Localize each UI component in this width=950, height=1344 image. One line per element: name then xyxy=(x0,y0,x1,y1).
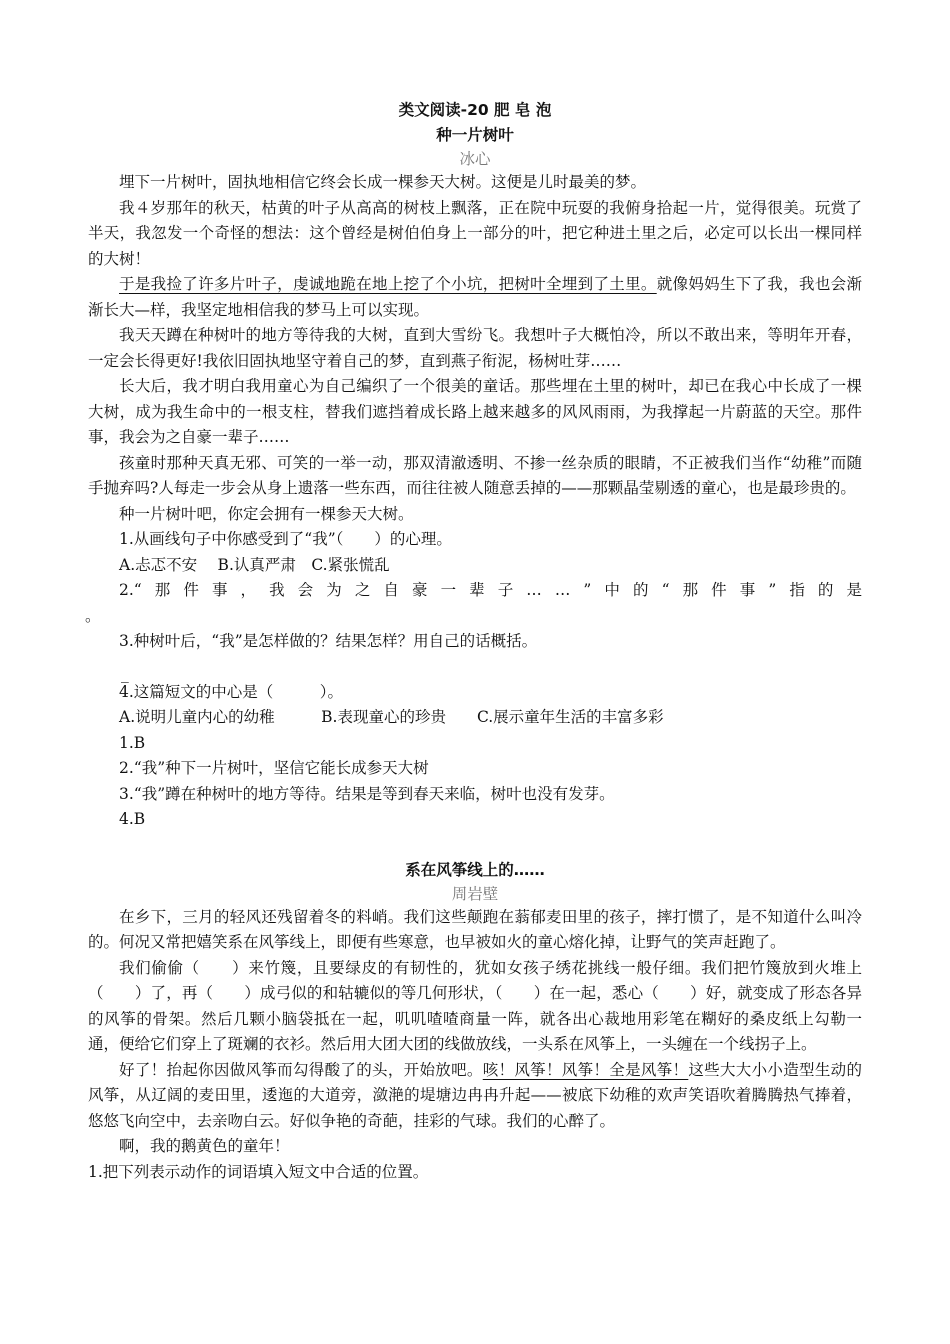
s2-paragraph-1: 在乡下，三月的轻风还残留着冬的料峭。我们这些颠跑在蓊郁麦田里的孩子，摔打惯了，是不知道什么叫冷的。何况又常把嬉笑系在风筝线上，即便有些寒意，也早被如火的童心熔化掉，让野气的笑声赶跑了。 xyxy=(88,907,862,951)
q2-char: ” xyxy=(583,581,592,599)
lesson-heading: 类文阅读-20 肥 皂 泡 xyxy=(398,101,552,119)
q2-char: 中 xyxy=(604,581,620,599)
s2-underlined-sentence: 咳！风筝！风筝！全是风筝！ xyxy=(482,1060,689,1079)
paragraph-6: 孩童时那种天真无邪、可笑的一举一动，那双清澈透明、不掺一丝杂质的眼睛，不正被我们当作“幼稚”而随手抛弃吗?人每走一步会从身上遗落一些东西，而往往被人随意丢掉的——那颗晶莹剔透的童心，也是最珍贵的。 xyxy=(88,453,862,497)
blank-mark: _ xyxy=(121,664,129,683)
q2-char: 的 xyxy=(633,581,649,599)
question-2-tail: 。 xyxy=(85,606,101,625)
answer-3: 3.“我”蹲在种树叶的地方等待。结果是等到春天来临，树叶也没有发芽。 xyxy=(119,784,615,803)
answer-1: 1.B xyxy=(119,733,146,752)
paragraph-3-rest: 就像妈妈生下了我，我也会渐渐长大—样，我坚定地相信我的梦马上可以实现。 xyxy=(88,275,862,319)
section-2 xyxy=(88,858,862,1186)
document-page xyxy=(85,98,862,1185)
q2-char: 子 xyxy=(497,581,514,599)
q2-char: 件 xyxy=(711,581,727,599)
s2-question-1: 1.把下列表示动作的词语填入短文中合适的位置。 xyxy=(88,1162,429,1181)
answer-4: 4.B xyxy=(119,810,146,828)
q2-char: 是 xyxy=(846,581,862,599)
q2-char: 辈 xyxy=(469,581,485,599)
question-4: 4.这篇短文的中心是（ ）。 xyxy=(119,682,344,701)
question-1-options: A.忐忑不安 B.认真严肃 C.紧张慌乱 xyxy=(119,555,390,574)
q2-char: 豪 xyxy=(411,581,428,599)
answer-2: 2.“我”种下一片树叶，坚信它能长成参天大树 xyxy=(119,759,429,777)
paragraph-1: 埋下一片树叶，固执地相信它终会长成一棵参天大树。这便是儿时最美的梦。 xyxy=(119,173,647,191)
s2-paragraph-4: 啊，我的鹅黄色的童年！ xyxy=(119,1137,290,1155)
paragraph-3 xyxy=(88,272,862,323)
paragraph-4: 我天天蹲在种树叶的地方等待我的大树，直到大雪纷飞。我想叶子大概怕冷，所以不敢出来，等明年开春，一定会长得更好!我依旧固执地坚守着自己的梦，直到燕子衔泥，杨树吐芽…… xyxy=(88,326,862,370)
q2-char: 事 xyxy=(739,581,756,599)
q2-char: 件 xyxy=(183,581,199,599)
q2-char: 2.“ xyxy=(119,581,142,599)
q2-char: 那 xyxy=(682,581,699,599)
article-title: 种一片树叶 xyxy=(436,126,514,144)
q2-char: … xyxy=(526,581,542,599)
q2-char: 之 xyxy=(354,581,371,599)
q2-char: “ xyxy=(661,581,670,599)
s2-paragraph-3 xyxy=(88,1058,862,1135)
question-3: 3.种树叶后，“我”是怎样做的？结果怎样？用自己的话概括。 xyxy=(119,632,538,650)
s2-p3-before: 好了！抬起你因做风筝而勾得酸了的头，开始放吧。 xyxy=(119,1060,483,1079)
q2-char: 的 xyxy=(817,581,834,599)
paragraph-2: 我４岁那年的秋天，枯黄的叶子从高高的树枝上飘落，正在院中玩耍的我俯身拾起一片，觉得很美。玩赏了半天，我忽发一个奇怪的想法：这个曾经是树伯伯身上一部分的叶，把它种进土里之后，必定可以长出一棵同样的大树！ xyxy=(88,198,862,268)
q2-char: 为 xyxy=(326,581,342,599)
q2-char: 会 xyxy=(297,581,314,599)
paragraph-5: 长大后，我才明白我用童心为自己编织了一个很美的童话。那些埋在土里的树叶，却已在我心中长成了一棵大树，成为我生命中的一根支柱，替我们遮挡着成长路上越来越多的风风雨雨，为我撑起一片蔚蓝的天空。那件事，我会为之自豪一辈子…… xyxy=(88,377,862,446)
q2-char: 自 xyxy=(383,581,399,599)
q2-char: 一 xyxy=(440,581,457,599)
q2-char: 那 xyxy=(154,581,171,599)
q2-char: ” xyxy=(768,581,777,599)
question-2 xyxy=(88,578,862,604)
q2-char: … xyxy=(554,581,571,599)
s2-p3-after: 这些大大小小造型生动的风筝，从辽阔的麦田里，逶迤的大道旁，潋滟的堤塘边冉冉升起——被底下幼稚的欢声笑语吹着腾腾热气捧着，悠悠飞向空中，去亲吻白云。好似争艳的奇葩，挂彩的气球。我们的心醉了。 xyxy=(88,1060,862,1130)
q2-char: 指 xyxy=(789,581,805,599)
paragraph-7: 种一片树叶吧，你定会拥有一棵参天大树。 xyxy=(119,504,414,523)
article-2-title: 系在风筝线上的…… xyxy=(405,860,545,879)
question-1: 1.从画线句子中你感受到了“我”（ ）的心理。 xyxy=(119,530,452,548)
question-4-options: A.说明儿童内心的幼稚 B.表现童心的珍贵 C.展示童年生活的丰富多彩 xyxy=(119,708,664,726)
underlined-sentence: 于是我捡了许多片叶子，虔诚地跪在地上挖了个小坑，把树叶全埋到了土里。 xyxy=(119,275,657,293)
q2-char: 我 xyxy=(269,581,285,599)
question-3-answer-blank xyxy=(88,655,862,683)
article-author: 冰心 xyxy=(459,150,491,168)
q2-char: ， xyxy=(240,581,257,599)
q2-char: 事 xyxy=(211,581,228,599)
article-2-author: 周岩壁 xyxy=(451,884,499,903)
s2-paragraph-2: 我们偷偷（ ）来竹篾，且要绿皮的有韧性的，犹如女孩子绣花挑线一般仔细。我们把竹篾放到火堆上（ ）了，再（ ）成弓似的和轱辘似的等几何形状，（ ）在一起，悉心（ ）好，就变成了形态各异的风筝的骨架。然后几颗小脑袋抵在一起，叽叽喳喳商量一阵，就各出心裁地用彩笔在糊好的桑皮纸上勾勒一通，便给它们穿上了斑斓的衣衫。然后用大团大团的线做放线，一头系在风筝上，一头缠在一个线拐子上。 xyxy=(88,958,862,1053)
